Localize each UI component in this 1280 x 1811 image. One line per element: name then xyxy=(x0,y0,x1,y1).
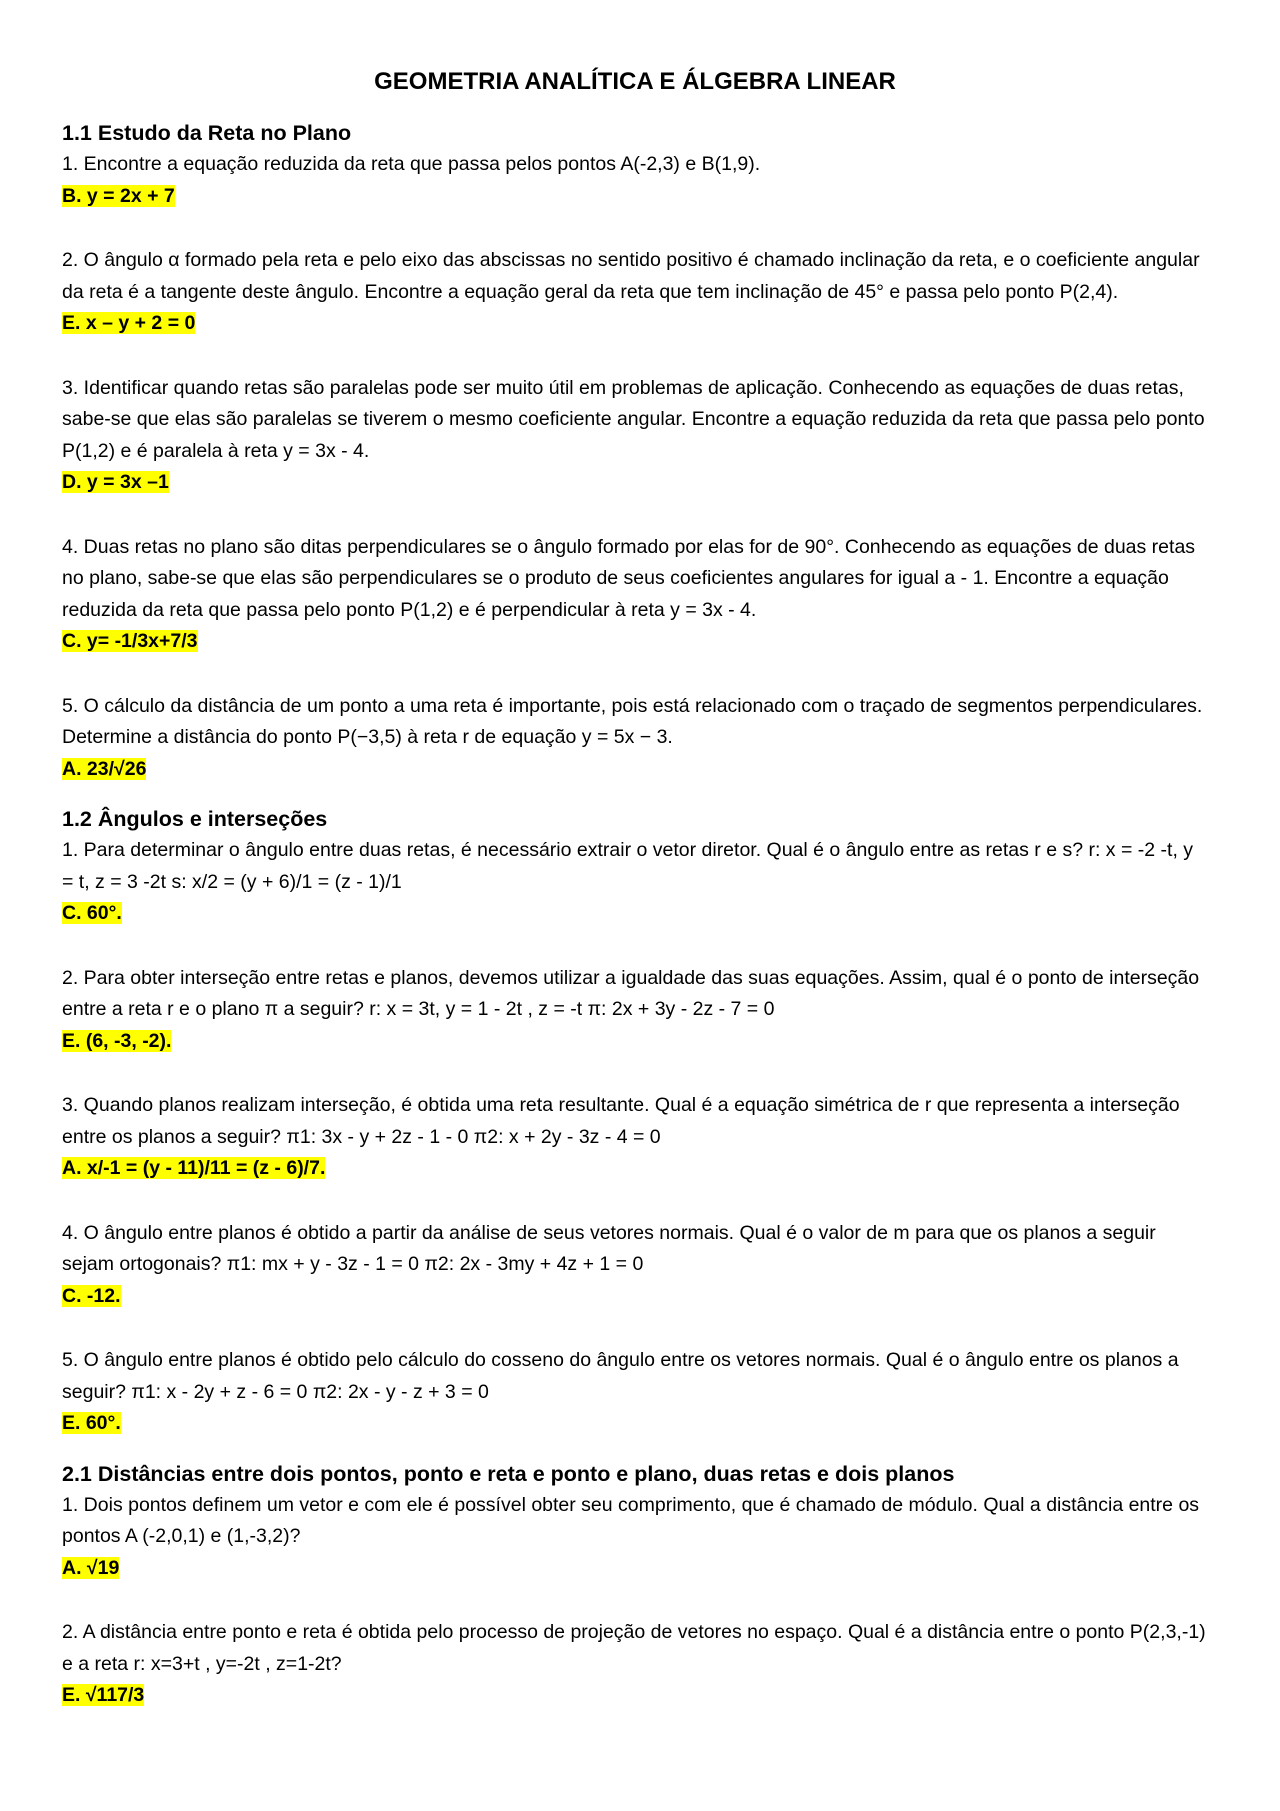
answer-line xyxy=(62,1680,1208,1713)
highlighted-answer: A. x/-1 = (y - 11)/11 = (z - 6)/7. xyxy=(62,1157,326,1179)
question-text: 2. A distância entre ponto e reta é obtida pelo processo de projeção de vetores no espaço. Qual é a distância entre o ponto P(2,3,-1) e a reta r: x=3+t , y=-2t , z=1-2t? xyxy=(62,1621,1206,1675)
question-text: 5. O ângulo entre planos é obtido pelo cálculo do cosseno do ângulo entre os vetores normais. Qual é o ângulo entre os planos a seguir? π1: x - 2y + z - 6 = 0 π2: 2x - y - z + 3 = 0 xyxy=(62,1349,1179,1403)
section-title: 2.1 Distâncias entre dois pontos, ponto e reta e ponto e plano, duas retas e dois planos xyxy=(62,1461,955,1486)
question-item xyxy=(62,373,1208,500)
section xyxy=(62,118,1208,786)
question-item xyxy=(62,532,1208,659)
question-item xyxy=(62,963,1208,1059)
question-text: 1. Dois pontos definem um vetor e com ele é possível obter seu comprimento, que é chamado de módulo. Qual a distância entre os pontos A (-2,0,1) e (1,-3,2)? xyxy=(62,1493,1200,1547)
question-item xyxy=(62,691,1208,787)
question-item xyxy=(62,1617,1208,1713)
section xyxy=(62,804,1208,1441)
section xyxy=(62,1459,1208,1713)
highlighted-answer: A. 23/√26 xyxy=(62,757,147,780)
question-item xyxy=(62,1490,1208,1586)
highlighted-answer: E. 60°. xyxy=(62,1412,121,1434)
answer-line xyxy=(62,181,1208,214)
question-text: 1. Encontre a equação reduzida da reta que passa pelos pontos A(-2,3) e B(1,9). xyxy=(62,153,761,175)
highlighted-answer: C. y= -1/3x+7/3 xyxy=(62,630,198,652)
highlighted-answer: A. √19 xyxy=(62,1556,120,1579)
question-item xyxy=(62,245,1208,341)
answer-line xyxy=(62,1553,1208,1586)
document-title: GEOMETRIA ANALÍTICA E ÁLGEBRA LINEAR xyxy=(374,68,896,95)
question-text: 5. O cálculo da distância de um ponto a uma reta é importante, pois está relacionado com o traçado de segmentos perpendiculares. Determine a distância do ponto P(−3,5) à reta r de equação y = 5x − 3. xyxy=(62,694,1203,748)
answer-line xyxy=(62,898,1208,931)
question-item xyxy=(62,1218,1208,1314)
question-text: 2. Para obter interseção entre retas e planos, devemos utilizar a igualdade das suas equações. Assim, qual é o ponto de interseção entre a reta r e o plano π a seguir? r: x = 3t, y = 1 - 2t , z = -t π: 2x + 3y - 2z - 7 = 0 xyxy=(62,966,1200,1020)
question-text: 4. O ângulo entre planos é obtido a partir da análise de seus vetores normais. Qual é o valor de m para que os planos a seguir sejam ortogonais? π1: mx + y - 3z - 1 = 0 π2: 2x - 3my + 4z + 1 = 0 xyxy=(62,1221,1156,1275)
answer-line xyxy=(62,754,1208,787)
question-text: 2. O ângulo α formado pela reta e pelo eixo das abscissas no sentido positivo é chamado inclinação da reta, e o coeficiente angular da reta é a tangente deste ângulo. Encontre a equação geral da reta que tem inclinação de 45° e passa pelo ponto P(2,4). xyxy=(62,249,1200,303)
section-title: 1.2 Ângulos e interseções xyxy=(62,807,328,831)
answer-line xyxy=(62,1153,1208,1186)
answer-line xyxy=(62,1408,1208,1441)
answer-line xyxy=(62,467,1208,500)
question-text: 1. Para determinar o ângulo entre duas retas, é necessário extrair o vetor diretor. Qual é o ângulo entre as retas r e s? r: x = -2 -t, y = t, z = 3 -2t s: x/2 = (y + 6)/1 = (z - 1)/1 xyxy=(62,839,1194,893)
section-title: 1.1 Estudo da Reta no Plano xyxy=(62,121,352,145)
question-item xyxy=(62,835,1208,931)
question-item xyxy=(62,1090,1208,1186)
answer-line xyxy=(62,308,1208,341)
question-text: 4. Duas retas no plano são ditas perpendiculares se o ângulo formado por elas for de 90°. Conhecendo as equações de duas retas no plano, sabe-se que elas são perpendiculares se o produto de seus coeficientes angulares for igual a - 1. Encontre a equação reduzida da reta que passa pelo ponto P(1,2) e é perpendicular à reta y = 3x - 4. xyxy=(62,535,1196,621)
answer-line xyxy=(62,1281,1208,1314)
sections-container xyxy=(62,118,1208,1713)
question-item xyxy=(62,1345,1208,1441)
answer-line xyxy=(62,1026,1208,1059)
highlighted-answer: E. (6, -3, -2). xyxy=(62,1029,172,1052)
highlighted-answer: E. √117/3 xyxy=(62,1684,145,1706)
highlighted-answer: C. 60°. xyxy=(62,902,122,924)
question-text: 3. Quando planos realizam interseção, é obtida uma reta resultante. Qual é a equação simétrica de r que representa a interseção entre os planos a seguir? π1: 3x - y + 2z - 1 - 0 π2: x + 2y - 3z - 4 = 0 xyxy=(62,1094,1180,1148)
answer-line xyxy=(62,626,1208,659)
question-item xyxy=(62,149,1208,213)
highlighted-answer: D. y = 3x –1 xyxy=(62,471,169,493)
highlighted-answer: B. y = 2x + 7 xyxy=(62,184,175,207)
highlighted-answer: E. x – y + 2 = 0 xyxy=(62,312,196,334)
highlighted-answer: C. -12. xyxy=(62,1284,121,1307)
question-text: 3. Identificar quando retas são paralelas pode ser muito útil em problemas de aplicação. Conhecendo as equações de duas retas, sabe-se que elas são paralelas se tiverem o mesmo coeficiente angular. Encontre a equação reduzida da reta que passa pelo ponto P(1,2) e é paralela à reta y = 3x - 4. xyxy=(62,376,1205,462)
